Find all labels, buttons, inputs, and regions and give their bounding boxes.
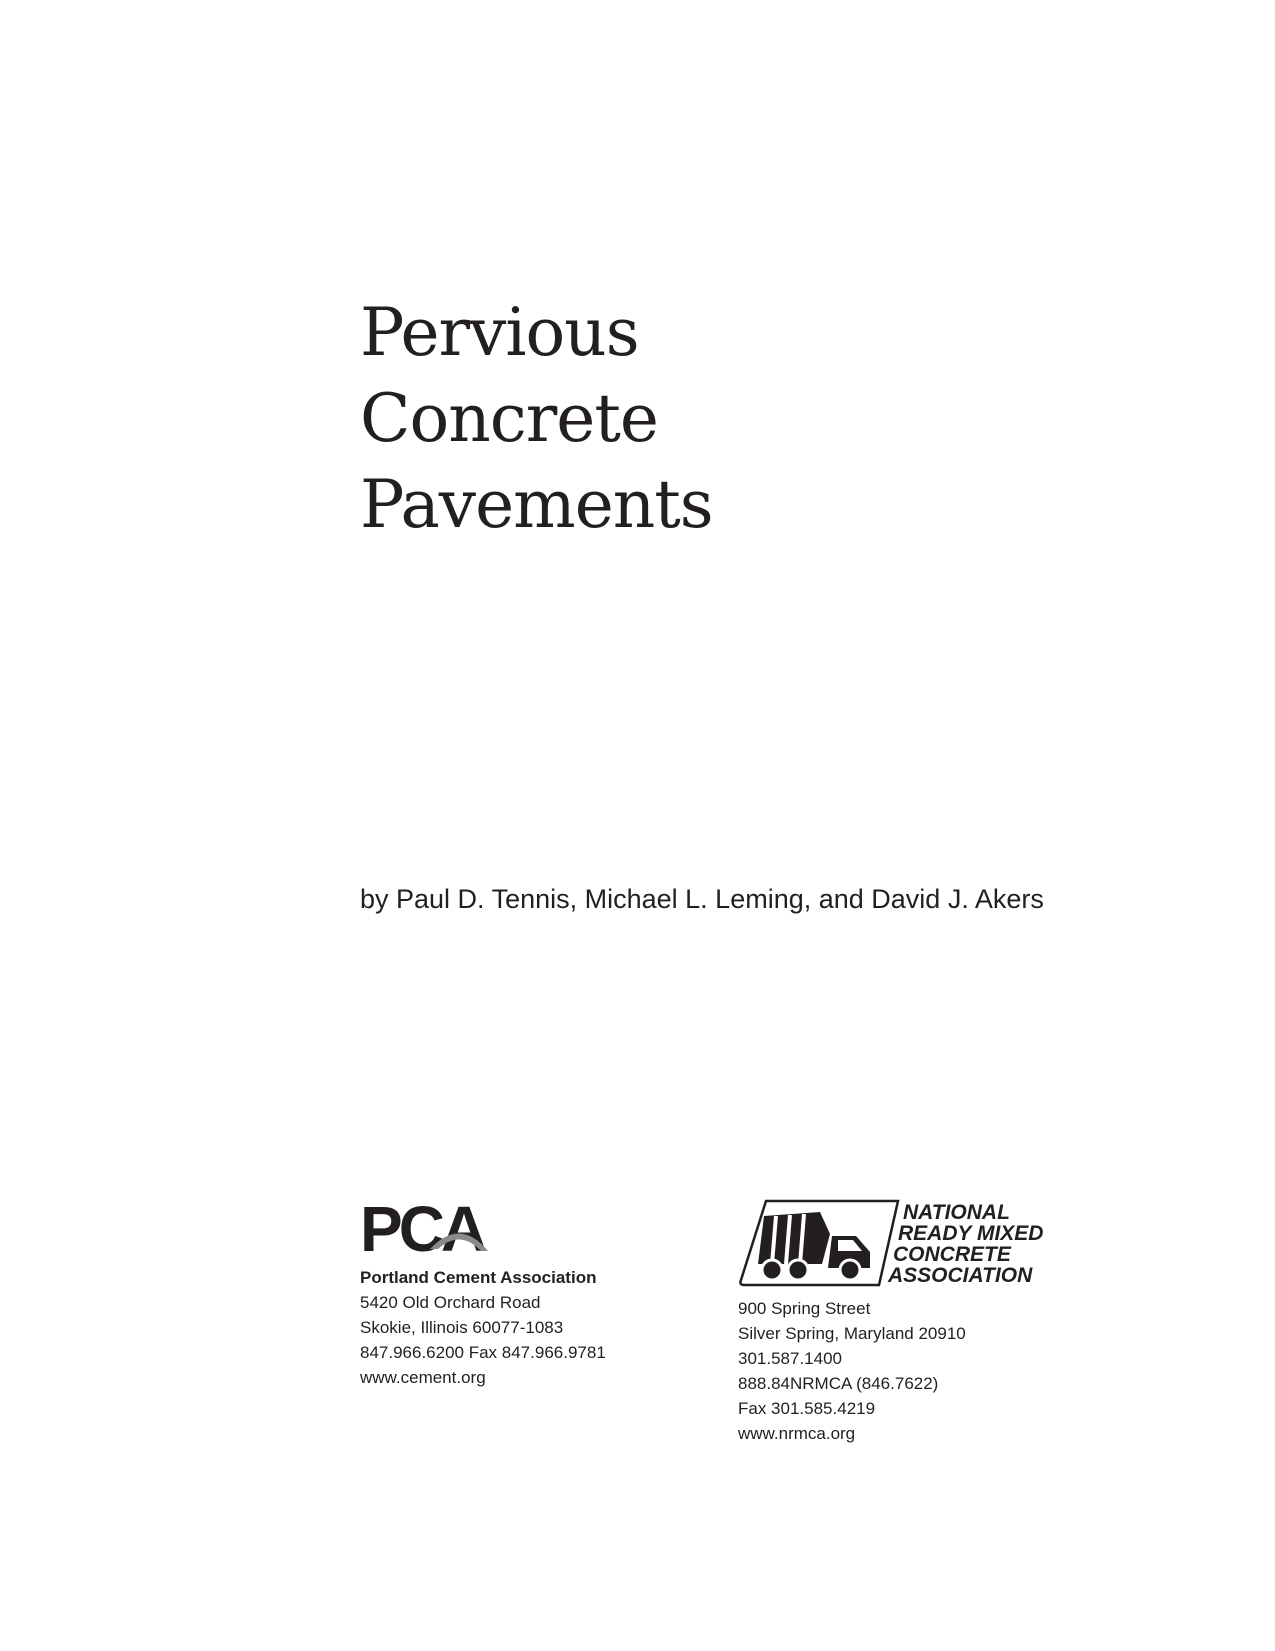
nrmca-website: www.nrmca.org xyxy=(738,1424,856,1443)
pca-phone-fax: 847.966.6200 Fax 847.966.9781 xyxy=(360,1343,606,1362)
nrmca-address-line-2: Silver Spring, Maryland 20910 xyxy=(738,1324,966,1343)
nrmca-logo-line-4: ASSOCIATION xyxy=(888,1264,1033,1287)
nrmca-logo-line-1: NATIONAL xyxy=(903,1201,1010,1224)
pca-org-name: Portland Cement Association xyxy=(360,1268,597,1287)
nrmca-address-line-1: 900 Spring Street xyxy=(738,1299,871,1318)
pca-logo-icon xyxy=(360,1193,490,1265)
title-line-1: Pervious xyxy=(360,294,639,371)
nrmca-toll-free: 888.84NRMCA (846.7622) xyxy=(738,1374,939,1393)
truck-drum-shape xyxy=(758,1212,830,1264)
nrmca-logo-icon xyxy=(738,1198,1044,1288)
title-line-3: Pavements xyxy=(360,466,713,543)
pca-logo-text: PCA xyxy=(360,1193,484,1265)
nrmca-contact-block xyxy=(738,1198,1044,1446)
pca-address-line-1: 5420 Old Orchard Road xyxy=(360,1293,541,1312)
nrmca-logo-line-2: READY MIXED xyxy=(898,1222,1044,1245)
nrmca-phone: 301.587.1400 xyxy=(738,1349,842,1368)
title-line-2: Concrete xyxy=(360,380,658,457)
authors-byline: by Paul D. Tennis, Michael L. Leming, and David J. Akers xyxy=(360,884,1044,914)
nrmca-fax: Fax 301.585.4219 xyxy=(738,1399,876,1418)
pca-address-line-2: Skokie, Illinois 60077-1083 xyxy=(360,1318,564,1337)
document-title xyxy=(360,290,713,548)
nrmca-logo-line-3: CONCRETE xyxy=(893,1243,1011,1266)
pca-contact-block xyxy=(360,1193,606,1390)
pca-website: www.cement.org xyxy=(360,1368,486,1387)
